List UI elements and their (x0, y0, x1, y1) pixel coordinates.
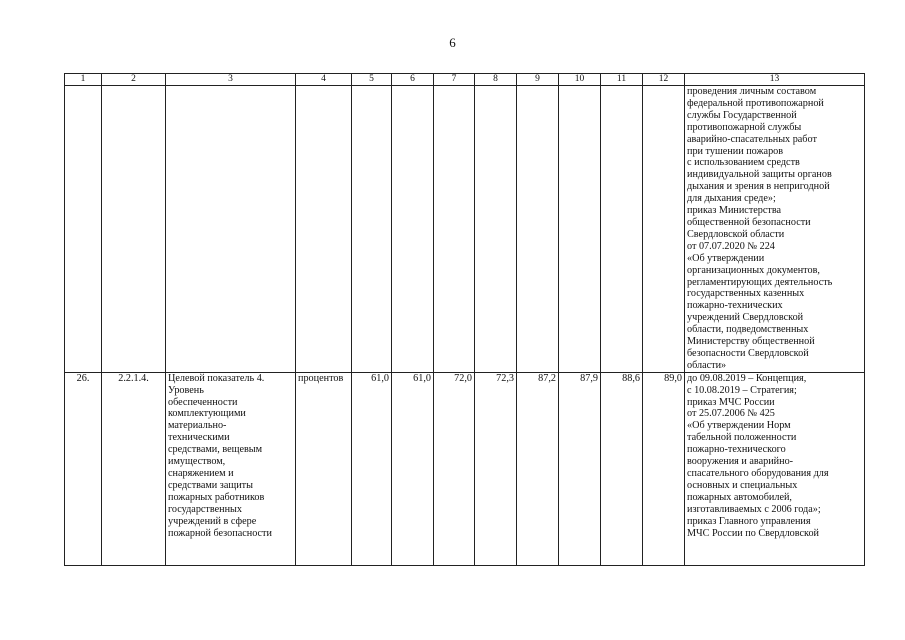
text-line: вооружения и аварийно- (687, 456, 794, 468)
header-cell: 1 (65, 74, 102, 86)
text-line: от 25.07.2006 № 425 (687, 408, 775, 420)
text-line: дыхания и зрения в непригодной (687, 181, 830, 193)
value-cell (601, 86, 643, 373)
text-line: противопожарной службы (687, 121, 802, 133)
text-line: для дыхания среде»; (687, 193, 776, 205)
value-cell: 72,0 (434, 372, 475, 565)
value-cell: 87,2 (517, 372, 559, 565)
text-line: с 10.08.2019 – Стратегия; (687, 384, 797, 396)
value-cell: 88,6 (601, 372, 643, 565)
value-cell (475, 86, 517, 373)
text-line: пожарно-технического (687, 444, 786, 456)
source-document-cell (685, 372, 865, 565)
text-line: комплектующими (168, 408, 246, 420)
text-line: аварийно-спасательных работ (687, 133, 817, 145)
page-number: 6 (449, 35, 456, 50)
text-line: службы Государственной (687, 109, 797, 121)
header-cell: 12 (643, 74, 685, 86)
code-cell: 2.2.1.4. (102, 372, 166, 565)
text-line: приказ Министерства (687, 205, 782, 217)
value-cell (517, 86, 559, 373)
text-line: спасательного оборудования для (687, 468, 829, 479)
text-line: учреждений Свердловской (687, 312, 804, 324)
text-line: техническими (168, 432, 230, 444)
text-line: от 07.07.2020 № 224 (687, 240, 775, 252)
text-line: средствами защиты (168, 479, 253, 491)
value-cell: 61,0 (392, 372, 434, 565)
indicators-table (64, 73, 865, 566)
table-row (65, 86, 865, 373)
text-line: государственных казенных (687, 288, 805, 300)
unit-cell: процентов (296, 372, 352, 565)
text-line: Уровень (168, 384, 204, 396)
text-line: обеспеченности (168, 396, 238, 408)
text-line: Министерству общественной (687, 336, 815, 348)
unit-cell (296, 86, 352, 373)
header-cell: 3 (166, 74, 296, 86)
text-line: безопасности Свердловской (687, 347, 809, 359)
text-line: федеральной противопожарной (687, 97, 824, 109)
indicator-name-cell (166, 86, 296, 373)
header-cell: 9 (517, 74, 559, 86)
header-cell: 6 (392, 74, 434, 86)
header-cell: 13 (685, 74, 865, 86)
text-line: Свердловской области (687, 228, 785, 240)
text-line: «Об утверждении Норм (687, 420, 791, 432)
header-cell: 8 (475, 74, 517, 86)
row-number-cell (65, 86, 102, 373)
text-line: с использованием средств (687, 157, 800, 169)
text-line: «Об утверждении (687, 252, 765, 264)
value-cell (559, 86, 601, 373)
value-cell (434, 86, 475, 373)
source-document-cell (685, 86, 865, 373)
header-cell: 2 (102, 74, 166, 86)
text-line: пожарных автомобилей, (687, 491, 792, 503)
text-line: изготавливаемых с 2006 года»; (687, 503, 821, 515)
text-line: Целевой показатель 4. (168, 372, 265, 384)
text-line: МЧС России по Свердловской (687, 527, 820, 539)
text-line: проведения личным составом (687, 86, 817, 97)
table-row (65, 372, 865, 565)
code-cell (102, 86, 166, 373)
text-line: области, подведомственных (687, 324, 809, 336)
header-row (65, 74, 865, 86)
value-cell (643, 86, 685, 373)
value-cell (392, 86, 434, 373)
text-line: приказ Главного управления (687, 515, 811, 527)
row-number-cell: 26. (65, 372, 102, 565)
text-line: имуществом, (168, 456, 226, 468)
text-line: государственных (168, 503, 242, 515)
header-cell: 10 (559, 74, 601, 86)
text-line: пожарно-технических (687, 300, 783, 312)
header-cell: 4 (296, 74, 352, 86)
text-line: пожарной безопасности (168, 527, 272, 539)
text-line: индивидуальной защиты органов (687, 169, 832, 181)
text-line: основных и специальных (687, 479, 798, 491)
text-line: до 09.08.2019 – Концепция, (687, 372, 807, 384)
text-line: общественной безопасности (687, 216, 811, 228)
header-cell: 7 (434, 74, 475, 86)
text-line: средствами, вещевым (168, 444, 263, 456)
text-line: при тушении пожаров (687, 145, 784, 157)
text-line: учреждений в сфере (168, 515, 257, 527)
value-cell: 89,0 (643, 372, 685, 565)
header-cell: 11 (601, 74, 643, 86)
value-cell: 87,9 (559, 372, 601, 565)
text-line: области» (687, 359, 727, 371)
text-line: снаряжением и (168, 468, 234, 479)
text-line: материально- (168, 420, 227, 432)
text-line: регламентирующих деятельность (687, 276, 833, 288)
indicator-name-cell (166, 372, 296, 565)
text-line: приказ МЧС России (687, 396, 775, 408)
text-line: организационных документов, (687, 264, 820, 276)
value-cell (352, 86, 392, 373)
text-line: табельной положенности (687, 432, 797, 444)
text-line: пожарных работников (168, 491, 265, 503)
value-cell: 72,3 (475, 372, 517, 565)
header-cell: 5 (352, 74, 392, 86)
value-cell: 61,0 (352, 372, 392, 565)
